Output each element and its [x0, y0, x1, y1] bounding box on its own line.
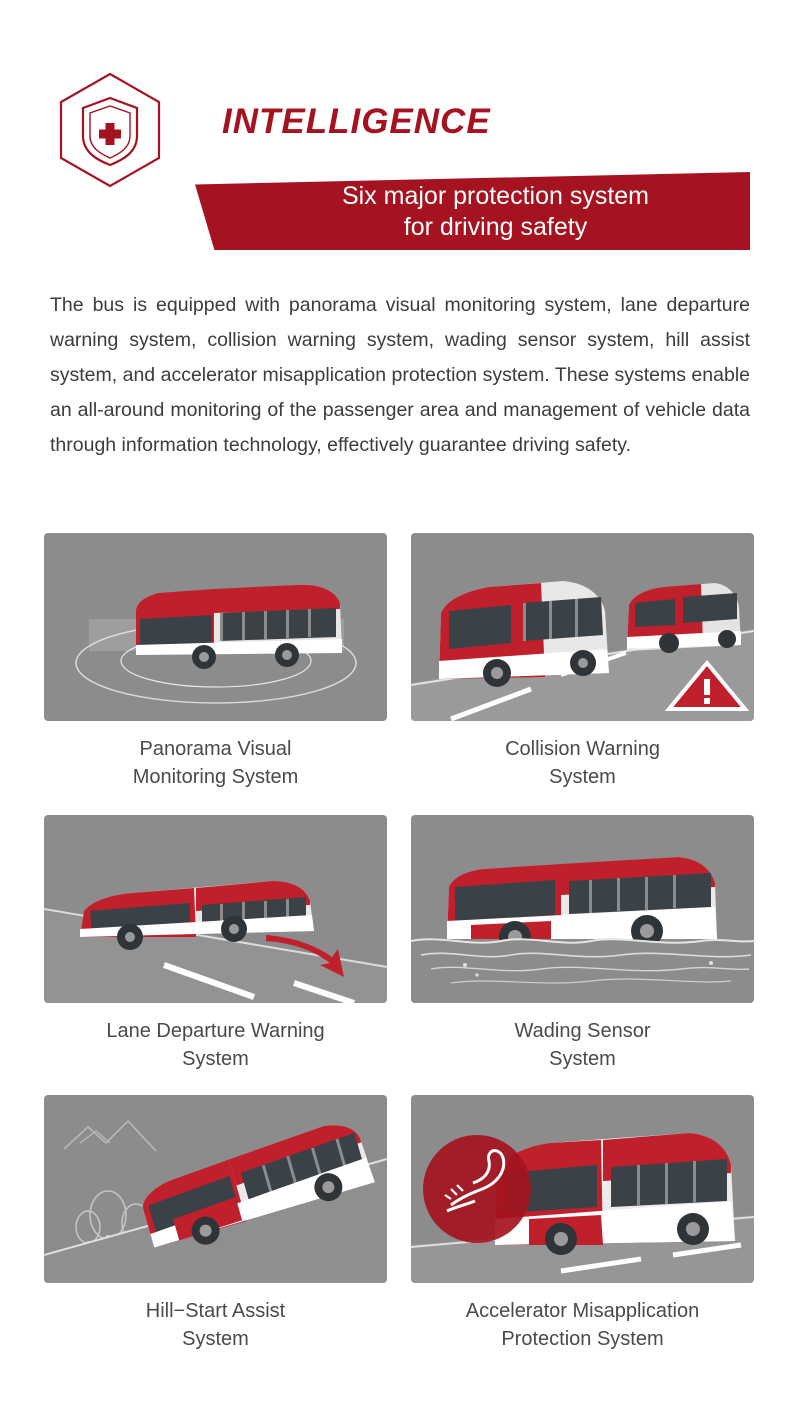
bus-panorama-monitoring-illustration	[44, 533, 387, 721]
caption-line-2: System	[549, 766, 616, 788]
bus-wading-sensor-illustration	[411, 815, 754, 1003]
feature-item	[411, 533, 754, 815]
shield-medical-hexagon-icon	[55, 70, 165, 190]
bus-hill-start-assist-illustration	[44, 1095, 387, 1283]
caption-line-1: Wading Sensor	[514, 1020, 651, 1042]
bus-accelerator-misapplication-illustration	[411, 1095, 754, 1283]
caption-line-1: Hill−Start Assist	[145, 1300, 286, 1322]
banner-line-2: for driving safety	[403, 213, 588, 241]
caption-line-1: Lane Departure Warning	[106, 1020, 325, 1042]
caption-line-2: System	[182, 1048, 249, 1070]
feature-item	[411, 1095, 754, 1375]
feature-grid	[44, 533, 754, 1375]
banner-text	[255, 181, 736, 243]
caption-line-2: System	[182, 1328, 249, 1350]
feature-item	[44, 1095, 387, 1375]
banner-line-1: Six major protection system	[341, 182, 650, 210]
feature-item	[44, 533, 387, 815]
feature-caption	[411, 1017, 754, 1073]
caption-line-1: Accelerator Misapplication	[465, 1300, 700, 1322]
caption-line-1: Panorama Visual	[139, 738, 292, 760]
bus-collision-warning-illustration	[411, 533, 754, 721]
feature-caption	[44, 1017, 387, 1073]
bus-lane-departure-illustration	[44, 815, 387, 1003]
banner	[195, 172, 750, 250]
caption-line-2: System	[549, 1048, 616, 1070]
page-title: INTELLIGENCE	[222, 102, 491, 141]
feature-caption	[411, 735, 754, 791]
caption-line-2: Protection System	[501, 1328, 664, 1350]
feature-item	[44, 815, 387, 1095]
feature-item	[411, 815, 754, 1095]
feature-caption	[44, 1297, 387, 1353]
intro-paragraph: The bus is equipped with panorama visual monitoring system, lane departure warning system, collision warning system, wading sensor system, hill assist system, and accelerator misapplication protection system. These systems enable an all-around monitoring of the passenger area and management of vehicle data through information technology, effectively guarantee driving safety.	[50, 294, 750, 456]
caption-line-1: Collision Warning	[505, 738, 660, 760]
page-header	[50, 62, 750, 252]
caption-line-2: Monitoring System	[132, 766, 299, 788]
feature-caption	[44, 735, 387, 791]
feature-caption	[411, 1297, 754, 1353]
